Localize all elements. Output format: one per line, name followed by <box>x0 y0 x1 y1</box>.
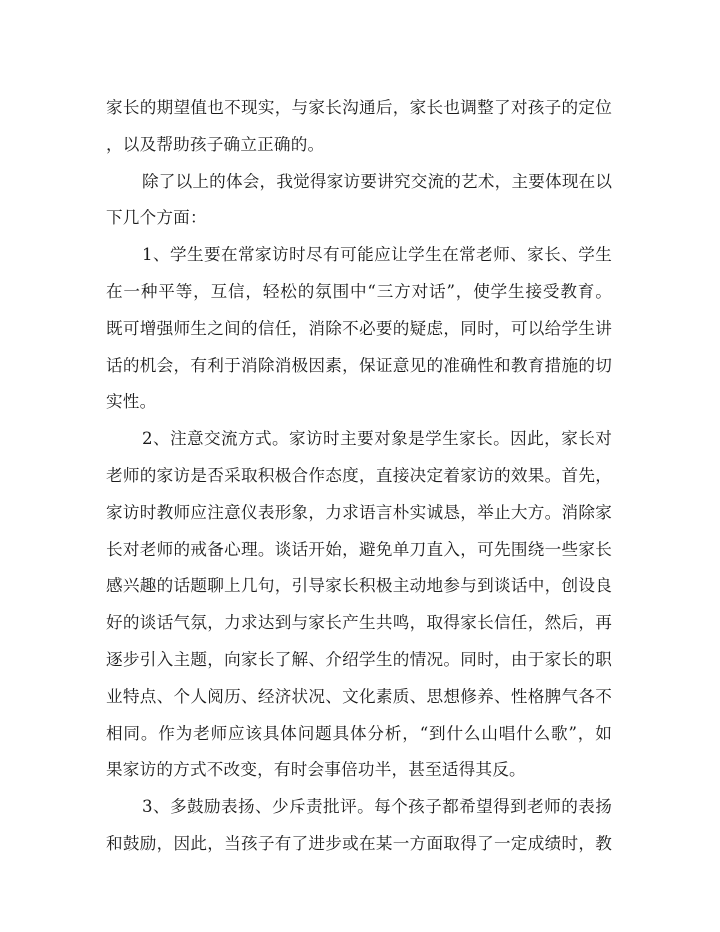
text-line: ，以及帮助孩子确立正确的。 <box>106 134 325 154</box>
text-line: 在一种平等，互信，轻松的氛围中“三方对话”，使学生接受教育。 <box>106 281 612 301</box>
text-line: 既可增强师生之间的信任，消除不必要的疑虑，同时，可以给学生讲 <box>106 318 612 338</box>
text-line: 和鼓励，因此，当孩子有了进步或在某一方面取得了一定成绩时，教 <box>106 833 612 853</box>
text-line: 相同。作为老师应该具体问题具体分析，“到什么山唱什么歌”，如 <box>106 723 612 743</box>
text-line: 家访时教师应注意仪表形象，力求语言朴实诚恳，举止大方。消除家 <box>106 502 612 522</box>
paragraph-start-line: 1、学生要在常家访时尽有可能应让学生在常老师、家长、学生 <box>142 245 612 265</box>
text-line: 逐步引入主题，向家长了解、介绍学生的情况。同时，由于家长的职 <box>106 649 612 669</box>
paragraph-start-line: 除了以上的体会，我觉得家访要讲究交流的艺术，主要体现在以 <box>142 171 613 191</box>
text-line: 果家访的方式不改变，有时会事倍功半，甚至适得其反。 <box>106 760 526 780</box>
paragraph-start-line: 2、注意交流方式。家访时主要对象是学生家长。因此，家长对 <box>142 429 612 449</box>
text-line: 家长的期望值也不现实，与家长沟通后，家长也调整了对孩子的定位 <box>106 98 612 117</box>
text-line: 长对老师的戒备心理。谈话开始，避免单刀直入，可先围绕一些家长 <box>106 539 612 559</box>
text-line: 话的机会，有利于消除消极因素，保证意见的准确性和教育措施的切 <box>106 355 612 375</box>
paragraph-start-line: 3、多鼓励表扬、少斥责批评。每个孩子都希望得到老师的表扬 <box>142 797 612 817</box>
document-body <box>106 90 612 863</box>
text-line: 实性。 <box>106 392 157 412</box>
text-line: 好的谈话气氛，力求达到与家长产生共鸣，取得家长信任，然后，再 <box>106 613 612 633</box>
text-line: 感兴趣的话题聊上几句，引导家长积极主动地参与到谈话中，创设良 <box>106 576 612 596</box>
text-line: 业特点、个人阅历、经济状况、文化素质、思想修养、性格脾气各不 <box>106 686 612 706</box>
text-line: 下几个方面： <box>106 208 207 228</box>
text-line: 老师的家访是否采取积极合作态度，直接决定着家访的效果。首先， <box>106 465 612 485</box>
